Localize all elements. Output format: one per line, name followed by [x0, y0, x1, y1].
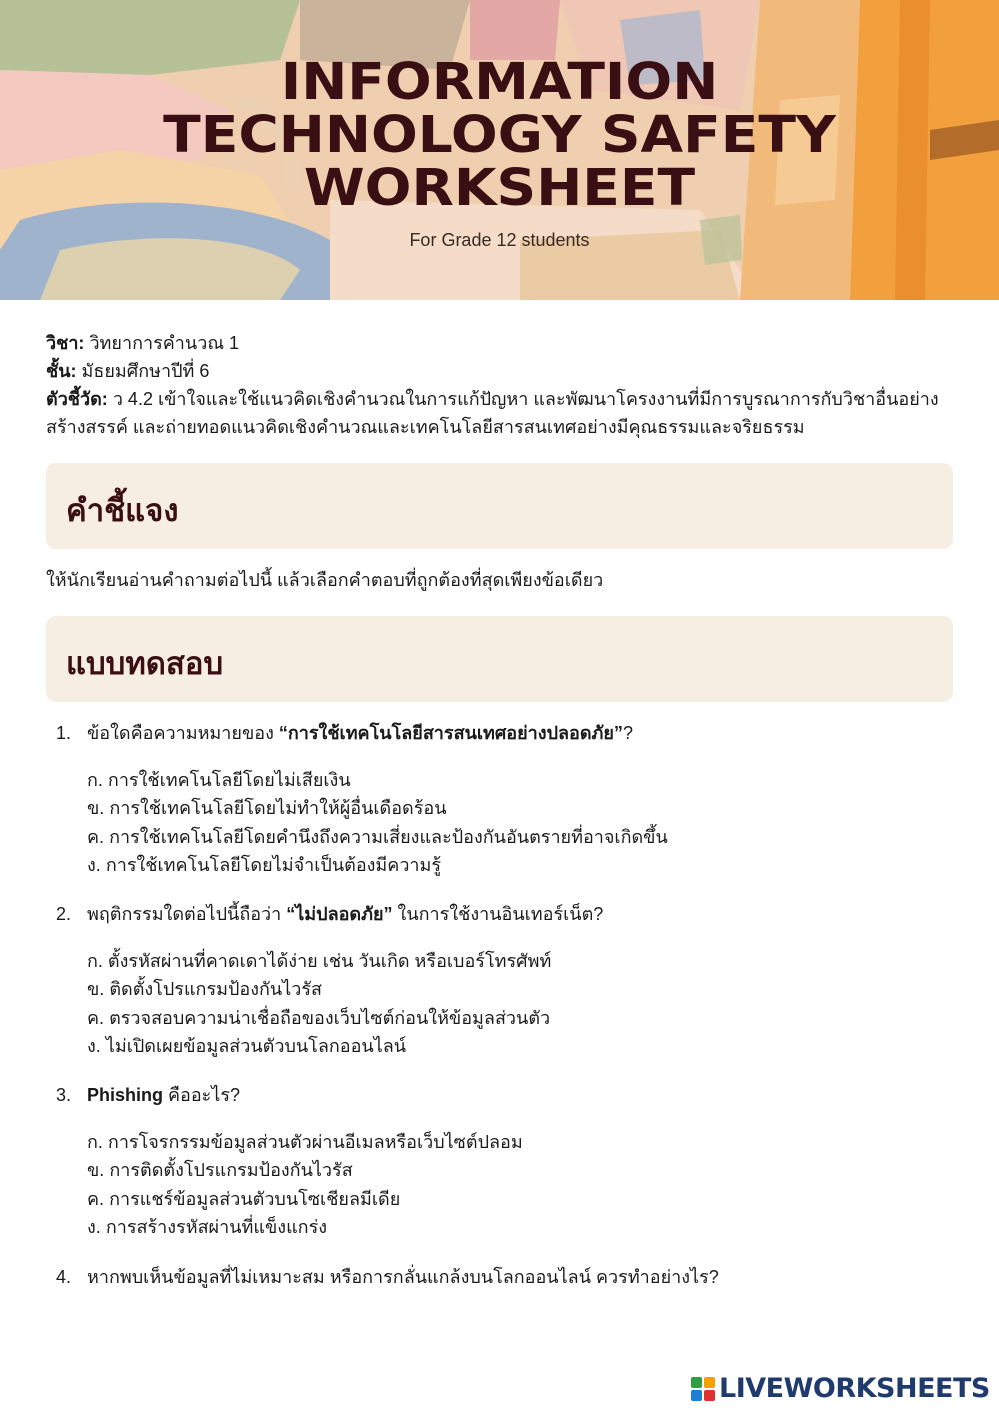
choice-text: การใช้เทคโนโลยีโดยไม่จำเป็นต้องมีความรู้ [105, 854, 442, 875]
question-text [56, 719, 946, 747]
choice-item[interactable] [87, 823, 946, 851]
choice-text: ไม่เปิดเผยข้อมูลส่วนตัวบนโลกออนไลน์ [105, 1035, 407, 1056]
choice-letter: ง. [87, 1216, 101, 1237]
choice-text: ตั้งรหัสผ่านที่คาดเดาได้ง่าย เช่น วันเกิด หรือเบอร์โทรศัพท์ [107, 951, 552, 971]
choice-list [87, 1128, 946, 1241]
logo-text: LIVEWORKSHEETS [719, 1373, 990, 1404]
choice-text: การใช้เทคโนโลยีโดยไม่เสียเงิน [107, 770, 351, 790]
choice-letter: ข. [87, 798, 105, 819]
choice-text: การโจรกรรมข้อมูลส่วนตัวผ่านอีเมลหรือเว็บไซต์ปลอม [107, 1132, 523, 1152]
question-number: 3. [56, 1085, 72, 1105]
subject-label: วิชา: [46, 333, 85, 353]
grade-line [46, 357, 956, 385]
choice-letter: ก. [87, 1132, 103, 1152]
test-heading: แบบทดสอบ [66, 646, 224, 682]
liveworksheets-logo[interactable] [691, 1373, 990, 1404]
question [56, 719, 946, 879]
logo-square [704, 1377, 715, 1388]
choice-list [87, 766, 946, 879]
title-line: WORKSHEET [303, 159, 696, 218]
instructions-heading: คำชี้แจง [66, 493, 179, 529]
question [56, 900, 946, 1060]
choice-text: การสร้างรหัสผ่านที่แข็งแกร่ง [105, 1216, 328, 1237]
question-tail: ? [622, 723, 633, 743]
choice-item[interactable] [87, 851, 946, 879]
question-text [56, 1263, 946, 1291]
question [56, 1081, 946, 1241]
question-text [56, 1081, 946, 1109]
choice-letter: ข. [87, 1160, 105, 1181]
question [56, 1263, 946, 1291]
choice-letter: ง. [87, 1035, 101, 1056]
subject-value: วิทยาการคำนวณ 1 [89, 333, 240, 353]
choice-letter: ก. [87, 770, 103, 790]
worksheet-title [0, 53, 999, 218]
title-line: INFORMATION [280, 53, 719, 112]
choice-letter: ก. [87, 951, 103, 971]
grade-label: ชั้น: [46, 361, 77, 381]
instructions-text: ให้นักเรียนอ่านคำถามต่อไปนี้ แล้วเลือกคำตอบที่ถูกต้องที่สุดเพียงข้อเดียว [46, 570, 604, 590]
choice-text: การแชร์ข้อมูลส่วนตัวบนโซเชียลมีเดีย [109, 1188, 401, 1209]
question-number: 4. [56, 1267, 72, 1287]
choice-letter: ค. [87, 1188, 105, 1209]
choice-text: การใช้เทคโนโลยีโดยไม่ทำให้ผู้อื่นเดือดร้อน [109, 798, 447, 819]
question-stem: พฤติกรรมใดต่อไปนี้ถือว่า [87, 904, 287, 924]
choice-text: ตรวจสอบความน่าเชื่อถือของเว็บไซต์ก่อนให้ข้อมูลส่วนตัว [109, 1007, 551, 1028]
choice-item[interactable] [87, 766, 946, 794]
title-line: TECHNOLOGY SAFETY [163, 106, 836, 165]
indicator-line [46, 385, 956, 413]
header-banner [0, 0, 999, 300]
choice-list [87, 947, 946, 1060]
choice-item[interactable] [87, 1185, 946, 1213]
subject-line [46, 329, 956, 357]
course-info [46, 329, 956, 441]
indicator-value: ว 4.2 เข้าใจและใช้แนวคิดเชิงคำนวณในการแก้ปัญหา และพัฒนาโครงงานที่มีการบูรณาการกับวิชาอื่นอย่าง [112, 389, 939, 409]
choice-item[interactable] [87, 1156, 946, 1184]
choice-text: การติดตั้งโปรแกรมป้องกันไวรัส [109, 1160, 353, 1181]
question-keyword: “ไม่ปลอดภัย” [286, 904, 393, 924]
instructions-box [46, 463, 953, 549]
question-tail: คืออะไร? [163, 1085, 241, 1105]
choice-text: ติดตั้งโปรแกรมป้องกันไวรัส [109, 979, 323, 1000]
question-tail: ในการใช้งานอินเทอร์เน็ต? [392, 904, 604, 924]
liveworksheets-icon [691, 1377, 715, 1401]
indicator-label: ตัวชี้วัด: [46, 389, 108, 409]
indicator-line-2: สร้างสรรค์ และถ่ายทอดแนวคิดเชิงคำนวณและเทคโนโลยีสารสนเทศอย่างมีคุณธรรมและจริยธรรม [46, 417, 805, 437]
question-stem: ข้อใดคือความหมายของ [87, 723, 279, 743]
question-stem: หากพบเห็นข้อมูลที่ไม่เหมาะสม หรือการกลั่นแกล้งบนโลกออนไลน์ ควรทำอย่างไร? [87, 1267, 719, 1287]
question-number: 2. [56, 904, 72, 924]
logo-square [691, 1390, 702, 1401]
logo-square [691, 1377, 702, 1388]
question-number: 1. [56, 723, 72, 743]
test-box [46, 616, 953, 702]
grade-value: มัธยมศึกษาปีที่ 6 [81, 361, 210, 381]
choice-item[interactable] [87, 1128, 946, 1156]
choice-item[interactable] [87, 794, 946, 822]
choice-item[interactable] [87, 947, 946, 975]
choice-item[interactable] [87, 1004, 946, 1032]
choice-letter: ค. [87, 826, 105, 847]
choice-item[interactable] [87, 1032, 946, 1060]
choice-letter: ง. [87, 854, 101, 875]
choice-letter: ค. [87, 1007, 105, 1028]
worksheet-subtitle: For Grade 12 students [409, 230, 590, 250]
choice-item[interactable] [87, 975, 946, 1003]
question-text [56, 900, 946, 928]
question-keyword: Phishing [87, 1085, 163, 1105]
choice-item[interactable] [87, 1213, 946, 1241]
logo-square [704, 1390, 715, 1401]
question-keyword: “การใช้เทคโนโลยีสารสนเทศอย่างปลอดภัย” [278, 723, 623, 743]
choice-letter: ข. [87, 979, 105, 1000]
choice-text: การใช้เทคโนโลยีโดยคำนึงถึงความเสี่ยงและป้องกันอันตรายที่อาจเกิดขึ้น [109, 826, 668, 847]
